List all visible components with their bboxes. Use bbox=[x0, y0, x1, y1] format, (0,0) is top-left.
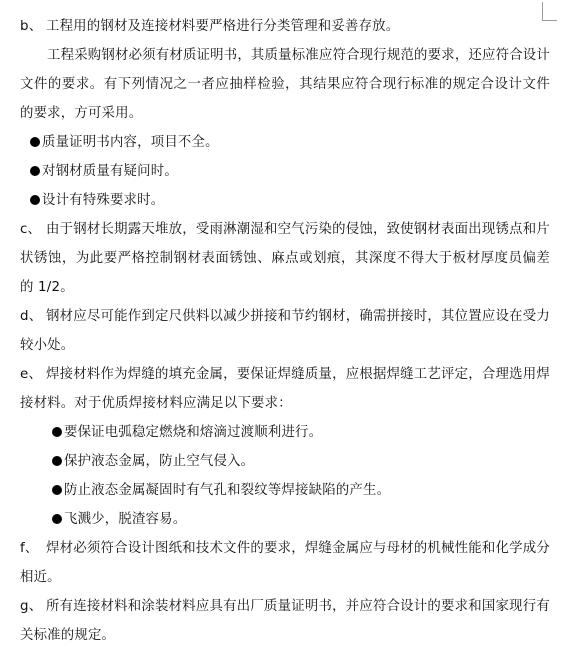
bullet-item bbox=[20, 476, 550, 505]
paragraph-e-text: 焊接材料作为焊缝的填充金属，要保证焊缝质量，应根据焊缝工艺评定，合理选用焊接材料。对于优质焊接材料应满足以下要求： bbox=[20, 367, 550, 411]
bullet-dot-icon bbox=[52, 427, 62, 437]
item-marker-g: g、 bbox=[20, 599, 43, 614]
bullet-text: 飞溅少，脱渣容易。 bbox=[64, 512, 187, 527]
bullet-dot-icon bbox=[30, 195, 40, 205]
paragraph-g-text: 所有连接材料和涂装材料应具有出厂质量证明书，并应符合设计的要求和国家现行有关标准的规定。 bbox=[20, 599, 550, 643]
bullet-dot-icon bbox=[52, 485, 62, 495]
item-marker-e: e、 bbox=[20, 367, 43, 382]
bullet-item bbox=[20, 447, 550, 476]
bullet-dot-icon bbox=[30, 137, 40, 147]
bullet-text: 质量证明书内容，项目不全。 bbox=[42, 135, 219, 150]
paragraph-d bbox=[20, 302, 550, 360]
paragraph-b bbox=[20, 12, 550, 41]
item-marker-c: c、 bbox=[20, 222, 42, 237]
paragraph-c bbox=[20, 215, 550, 302]
bullet-item bbox=[20, 505, 550, 534]
paragraph-b-detail: 工程采购钢材必须有材质证明书，其质量标准应符合现行规范的要求，还应符合设计文件的要求。有下列情况之一者应抽样检验，其结果应符合现行标准的规定合设计文件的要求，方可采用。 bbox=[20, 48, 550, 121]
bullet-dot-icon bbox=[52, 456, 62, 466]
paragraph-d-text: 钢材应尽可能作到定尺供料以减少拼接和节约钢材，确需拼接时，其位置应设在受力较小处。 bbox=[20, 309, 550, 353]
paragraph-f bbox=[20, 534, 550, 592]
paragraph-e bbox=[20, 360, 550, 418]
document-body bbox=[20, 12, 550, 650]
bullet-item bbox=[20, 418, 550, 447]
item-marker-b: b、 bbox=[20, 19, 43, 34]
bullet-item bbox=[20, 128, 550, 157]
bullet-text: 保护液态金属，防止空气侵入。 bbox=[64, 454, 255, 469]
bullet-text: 对钢材质量有疑问时。 bbox=[42, 164, 178, 179]
bullet-item bbox=[20, 157, 550, 186]
item-marker-d: d、 bbox=[20, 309, 43, 324]
bullet-text: 防止液态金属凝固时有气孔和裂纹等焊接缺陷的产生。 bbox=[64, 483, 391, 498]
paragraph-b-text: 工程用的钢材及连接材料要严格进行分类管理和妥善存放。 bbox=[46, 19, 400, 34]
bullet-item bbox=[20, 186, 550, 215]
bullet-dot-icon bbox=[30, 166, 40, 176]
bullet-text: 要保证电弧稳定燃烧和熔滴过渡顺利进行。 bbox=[64, 425, 323, 440]
paragraph-g bbox=[20, 592, 550, 650]
paragraph-f-text: 焊材必须符合设计图纸和技术文件的要求，焊缝金属应与母材的机械性能和化学成分相近。 bbox=[20, 541, 550, 585]
paragraph-c-text: 由于钢材长期露天堆放，受雨淋潮湿和空气污染的侵蚀，致使钢材表面出现锈点和片状锈蚀，为此要严格控制钢材表面锈蚀、麻点或划痕，其深度不得大于板材厚度员偏差的 1/2。 bbox=[20, 222, 550, 295]
bullet-dot-icon bbox=[52, 514, 62, 524]
bullet-text: 设计有特殊要求时。 bbox=[42, 193, 165, 208]
item-marker-f: f、 bbox=[20, 541, 39, 556]
